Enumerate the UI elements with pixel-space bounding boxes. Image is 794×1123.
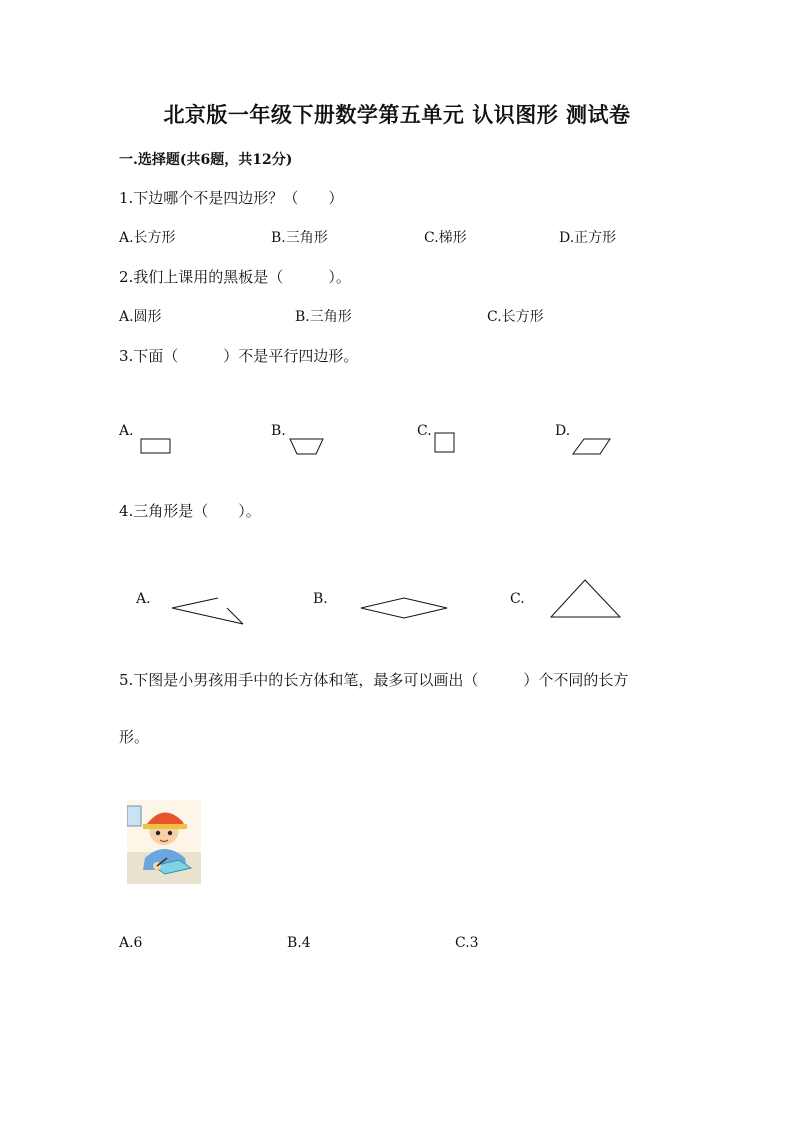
section-heading: 一.选择题(共6题，共12分) xyxy=(119,152,293,168)
q3-rectangle-shape xyxy=(140,438,172,456)
page-title: 北京版一年级下册数学第五单元 认识图形 测试卷 xyxy=(163,102,631,127)
q5-option-a[interactable]: A.6 xyxy=(119,935,143,951)
q3-square-shape xyxy=(434,432,456,454)
q2-option-b[interactable]: B.三角形 xyxy=(295,309,352,325)
q2-option-c[interactable]: C.长方形 xyxy=(487,309,544,325)
q1-option-b[interactable]: B.三角形 xyxy=(271,230,328,246)
question-1-text: 1.下边哪个不是四边形？（ ） xyxy=(119,189,344,207)
q5-option-c[interactable]: C.3 xyxy=(455,935,479,951)
question-4-text: 4.三角形是（ ）。 xyxy=(119,502,261,520)
q3-option-a[interactable]: A. xyxy=(119,423,134,439)
q4-option-b[interactable]: B. xyxy=(313,591,328,607)
q3-option-d[interactable]: D. xyxy=(555,423,571,439)
boy-drawing-illustration xyxy=(127,800,201,884)
q1-option-d[interactable]: D.正方形 xyxy=(559,230,617,246)
q4-open-triangle-shape xyxy=(170,596,246,626)
q5-option-b[interactable]: B.4 xyxy=(287,935,311,951)
question-3-text: 3.下面（ ）不是平行四边形。 xyxy=(119,347,359,365)
q3-trapezoid-shape xyxy=(289,438,325,456)
q4-option-a[interactable]: A. xyxy=(136,591,151,607)
q4-rhombus-shape xyxy=(359,597,449,621)
q2-option-a[interactable]: A.圆形 xyxy=(119,309,162,325)
q3-parallelogram-shape xyxy=(572,438,616,458)
q1-option-c[interactable]: C.梯形 xyxy=(424,230,467,246)
q4-option-c[interactable]: C. xyxy=(510,591,525,607)
q4-triangle-shape xyxy=(550,579,622,621)
q1-option-a[interactable]: A.长方形 xyxy=(119,230,176,246)
question-5-text-line1: 5.下图是小男孩用手中的长方体和笔，最多可以画出（ ）个不同的长方 xyxy=(119,671,629,689)
q3-option-b[interactable]: B. xyxy=(271,423,286,439)
q3-option-c[interactable]: C. xyxy=(417,423,432,439)
question-5-text-line2: 形。 xyxy=(119,728,150,746)
question-2-text: 2.我们上课用的黑板是（ ）。 xyxy=(119,268,351,286)
